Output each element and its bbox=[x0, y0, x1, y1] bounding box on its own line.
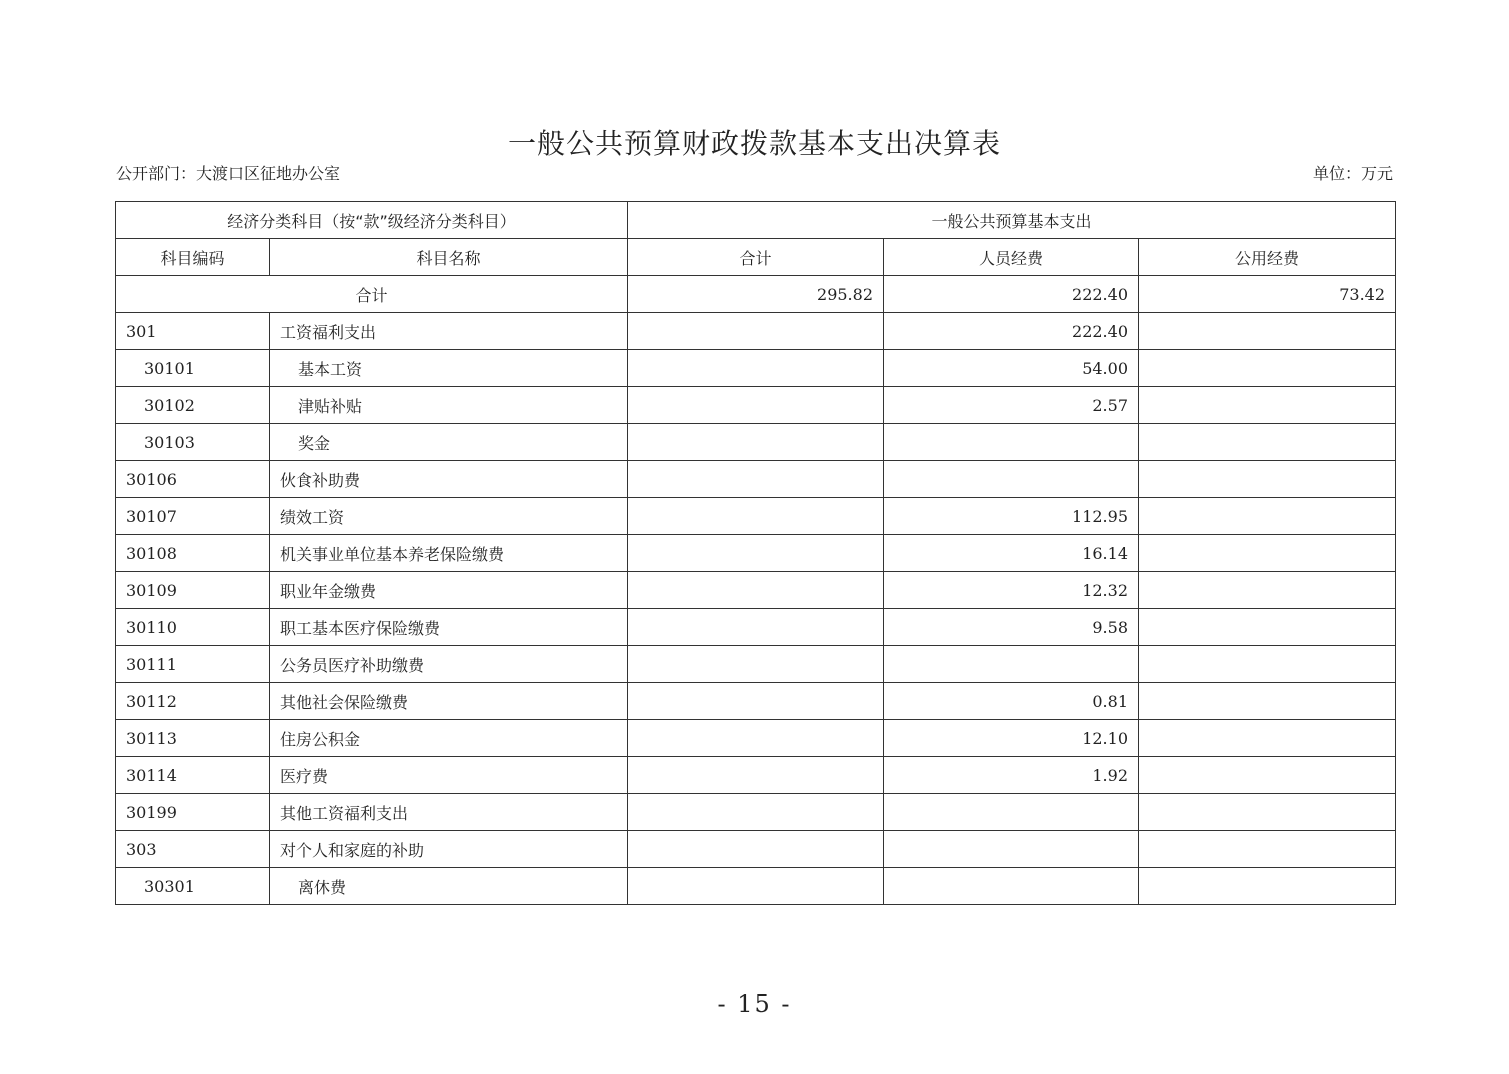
row-total bbox=[628, 609, 884, 646]
col-header-total: 合计 bbox=[628, 239, 884, 276]
row-total bbox=[628, 461, 884, 498]
row-name: 其他工资福利支出 bbox=[270, 794, 628, 831]
table-row bbox=[116, 720, 1396, 757]
row-name: 职工基本医疗保险缴费 bbox=[270, 609, 628, 646]
row-personnel bbox=[884, 646, 1139, 683]
row-name: 其他社会保险缴费 bbox=[270, 683, 628, 720]
row-code: 30112 bbox=[116, 683, 270, 720]
row-public bbox=[1139, 387, 1396, 424]
row-total bbox=[628, 313, 884, 350]
row-personnel bbox=[884, 868, 1139, 905]
col-header-personnel: 人员经费 bbox=[884, 239, 1139, 276]
col-header-public: 公用经费 bbox=[1139, 239, 1396, 276]
row-name: 机关事业单位基本养老保险缴费 bbox=[270, 535, 628, 572]
group-header-row bbox=[116, 202, 1396, 239]
total-row bbox=[116, 276, 1396, 313]
row-total bbox=[628, 868, 884, 905]
row-name: 伙食补助费 bbox=[270, 461, 628, 498]
row-code: 30110 bbox=[116, 609, 270, 646]
row-personnel: 54.00 bbox=[884, 350, 1139, 387]
row-personnel: 2.57 bbox=[884, 387, 1139, 424]
table-row bbox=[116, 572, 1396, 609]
row-personnel bbox=[884, 831, 1139, 868]
row-total bbox=[628, 646, 884, 683]
row-code: 30109 bbox=[116, 572, 270, 609]
row-name: 绩效工资 bbox=[270, 498, 628, 535]
col-header-code: 科目编码 bbox=[116, 239, 270, 276]
row-code: 30199 bbox=[116, 794, 270, 831]
table-row bbox=[116, 313, 1396, 350]
row-total bbox=[628, 757, 884, 794]
row-total bbox=[628, 424, 884, 461]
table-row bbox=[116, 794, 1396, 831]
row-public bbox=[1139, 498, 1396, 535]
expenditure-table bbox=[115, 201, 1396, 905]
column-header-row bbox=[116, 239, 1396, 276]
row-total bbox=[628, 794, 884, 831]
row-personnel: 12.32 bbox=[884, 572, 1139, 609]
department-label: 公开部门：大渡口区征地办公室 bbox=[116, 164, 341, 183]
row-public bbox=[1139, 757, 1396, 794]
total-public: 73.42 bbox=[1139, 276, 1396, 313]
row-public bbox=[1139, 646, 1396, 683]
row-total bbox=[628, 535, 884, 572]
row-public bbox=[1139, 794, 1396, 831]
row-public bbox=[1139, 350, 1396, 387]
row-code: 30301 bbox=[116, 868, 270, 905]
row-total bbox=[628, 720, 884, 757]
group-header-expenditure: 一般公共预算基本支出 bbox=[628, 202, 1396, 239]
row-personnel bbox=[884, 794, 1139, 831]
group-header-classification: 经济分类科目（按“款”级经济分类科目） bbox=[116, 202, 628, 239]
table-row bbox=[116, 831, 1396, 868]
row-name: 奖金 bbox=[270, 424, 628, 461]
row-name: 公务员医疗补助缴费 bbox=[270, 646, 628, 683]
col-header-name: 科目名称 bbox=[270, 239, 628, 276]
row-public bbox=[1139, 868, 1396, 905]
row-total bbox=[628, 572, 884, 609]
row-name: 离休费 bbox=[270, 868, 628, 905]
table-row bbox=[116, 498, 1396, 535]
row-name: 工资福利支出 bbox=[270, 313, 628, 350]
row-personnel: 0.81 bbox=[884, 683, 1139, 720]
total-total: 295.82 bbox=[628, 276, 884, 313]
table-row bbox=[116, 461, 1396, 498]
row-personnel: 12.10 bbox=[884, 720, 1139, 757]
row-name: 职业年金缴费 bbox=[270, 572, 628, 609]
row-public bbox=[1139, 461, 1396, 498]
table-row bbox=[116, 757, 1396, 794]
row-personnel bbox=[884, 461, 1139, 498]
row-code: 303 bbox=[116, 831, 270, 868]
total-personnel: 222.40 bbox=[884, 276, 1139, 313]
row-public bbox=[1139, 313, 1396, 350]
table-row bbox=[116, 424, 1396, 461]
total-label: 合计 bbox=[116, 276, 628, 313]
table-row bbox=[116, 535, 1396, 572]
row-code: 30111 bbox=[116, 646, 270, 683]
row-personnel: 9.58 bbox=[884, 609, 1139, 646]
row-personnel: 16.14 bbox=[884, 535, 1139, 572]
row-code: 30101 bbox=[116, 350, 270, 387]
row-name: 基本工资 bbox=[270, 350, 628, 387]
row-total bbox=[628, 831, 884, 868]
row-public bbox=[1139, 831, 1396, 868]
row-name: 住房公积金 bbox=[270, 720, 628, 757]
row-public bbox=[1139, 535, 1396, 572]
table-row bbox=[116, 609, 1396, 646]
row-code: 301 bbox=[116, 313, 270, 350]
row-code: 30107 bbox=[116, 498, 270, 535]
row-code: 30106 bbox=[116, 461, 270, 498]
row-personnel: 222.40 bbox=[884, 313, 1139, 350]
row-public bbox=[1139, 609, 1396, 646]
page-number: - 15 - bbox=[717, 990, 792, 1018]
row-name: 医疗费 bbox=[270, 757, 628, 794]
row-public bbox=[1139, 572, 1396, 609]
row-public bbox=[1139, 720, 1396, 757]
row-total bbox=[628, 498, 884, 535]
unit-label: 单位：万元 bbox=[1312, 164, 1393, 183]
row-public bbox=[1139, 683, 1396, 720]
row-total bbox=[628, 683, 884, 720]
row-code: 30114 bbox=[116, 757, 270, 794]
row-public bbox=[1139, 424, 1396, 461]
row-personnel: 1.92 bbox=[884, 757, 1139, 794]
row-name: 对个人和家庭的补助 bbox=[270, 831, 628, 868]
table-row bbox=[116, 868, 1396, 905]
row-code: 30113 bbox=[116, 720, 270, 757]
row-code: 30102 bbox=[116, 387, 270, 424]
row-total bbox=[628, 350, 884, 387]
table-row bbox=[116, 683, 1396, 720]
row-personnel: 112.95 bbox=[884, 498, 1139, 535]
table-row bbox=[116, 387, 1396, 424]
row-personnel bbox=[884, 424, 1139, 461]
table-row bbox=[116, 646, 1396, 683]
row-code: 30103 bbox=[116, 424, 270, 461]
page-title: 一般公共预算财政拨款基本支出决算表 bbox=[507, 127, 1001, 160]
row-name: 津贴补贴 bbox=[270, 387, 628, 424]
table-row bbox=[116, 350, 1396, 387]
row-code: 30108 bbox=[116, 535, 270, 572]
row-total bbox=[628, 387, 884, 424]
